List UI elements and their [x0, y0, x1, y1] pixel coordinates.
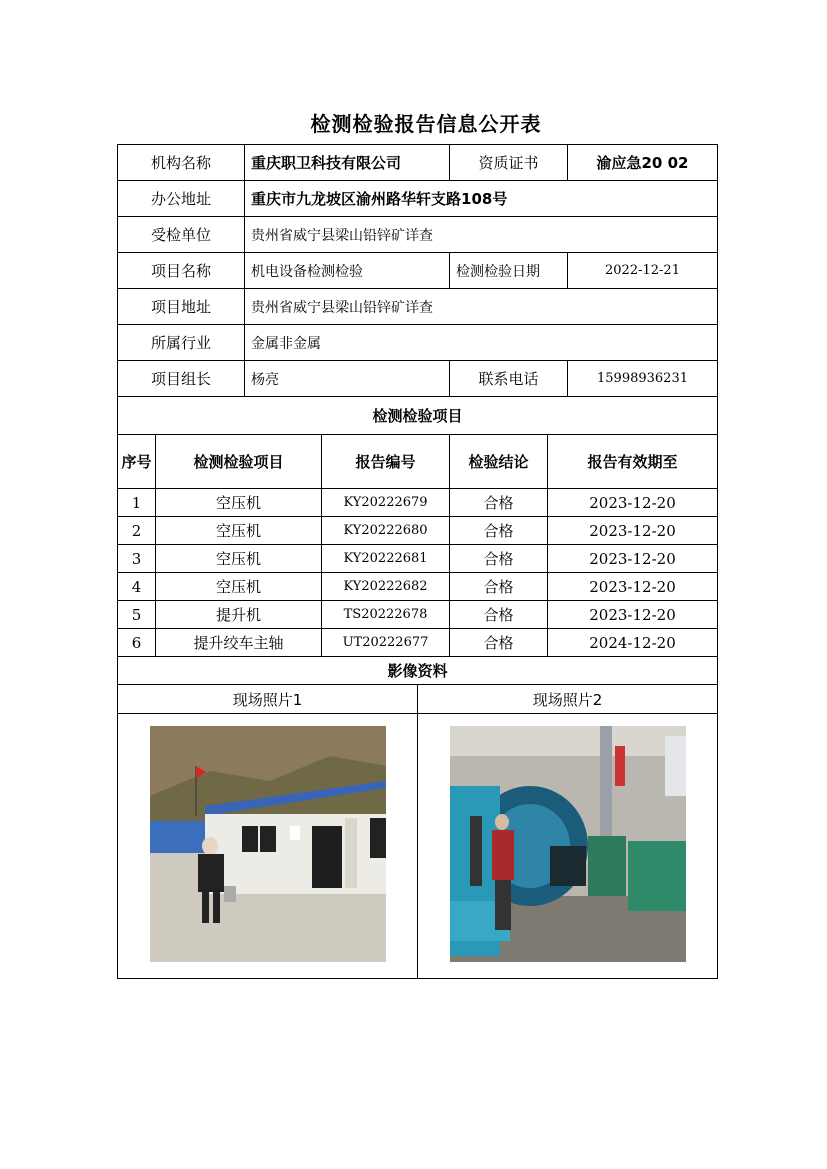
row-valid: 2023-12-20 — [548, 573, 718, 601]
leader-label: 项目组长 — [118, 361, 245, 397]
row-valid: 2024-12-20 — [548, 629, 718, 657]
phone-number: 15998936231 — [568, 361, 718, 397]
row-valid: 2023-12-20 — [548, 517, 718, 545]
row-no: 6 — [118, 629, 156, 657]
inspection-date: 2022-12-21 — [568, 253, 718, 289]
cert-label: 资质证书 — [450, 145, 568, 181]
row-result: 合格 — [450, 601, 548, 629]
client-label: 受检单位 — [118, 217, 245, 253]
header-report: 报告编号 — [322, 435, 450, 489]
address-label: 办公地址 — [118, 181, 245, 217]
inspection-date-label: 检测检验日期 — [450, 253, 568, 289]
office-address: 重庆市九龙坡区渝州路华轩支路108号 — [245, 181, 718, 217]
photos-table — [117, 684, 718, 979]
project-address-label: 项目地址 — [118, 289, 245, 325]
table-row — [118, 601, 718, 629]
org-name: 重庆职卫科技有限公司 — [245, 145, 450, 181]
header-item: 检测检验项目 — [156, 435, 322, 489]
header-result: 检验结论 — [450, 435, 548, 489]
org-name-label: 机构名称 — [118, 145, 245, 181]
cert-value: 渝应急20 02 — [568, 145, 718, 181]
items-section-title: 检测检验项目 — [118, 397, 718, 435]
row-report: UT20222677 — [322, 629, 450, 657]
report-form — [117, 144, 717, 979]
row-result: 合格 — [450, 573, 548, 601]
row-item: 空压机 — [156, 545, 322, 573]
row-report: KY20222682 — [322, 573, 450, 601]
row-no: 3 — [118, 545, 156, 573]
header-valid: 报告有效期至 — [548, 435, 718, 489]
items-body — [118, 489, 718, 657]
industry-label: 所属行业 — [118, 325, 245, 361]
site-photo-1 — [150, 726, 386, 962]
items-table — [117, 434, 718, 685]
row-report: KY20222680 — [322, 517, 450, 545]
header-no: 序号 — [118, 435, 156, 489]
project-address: 贵州省威宁县梁山铅锌矿详查 — [245, 289, 718, 325]
row-no: 4 — [118, 573, 156, 601]
leader-name: 杨亮 — [245, 361, 450, 397]
row-no: 5 — [118, 601, 156, 629]
project-name: 机电设备检测检验 — [245, 253, 450, 289]
row-item: 空压机 — [156, 517, 322, 545]
row-report: KY20222681 — [322, 545, 450, 573]
industry: 金属非金属 — [245, 325, 718, 361]
row-item: 提升机 — [156, 601, 322, 629]
row-result: 合格 — [450, 545, 548, 573]
phone-label: 联系电话 — [450, 361, 568, 397]
photo2-label: 现场照片2 — [418, 685, 718, 714]
site-photo-1-image — [150, 726, 386, 962]
row-valid: 2023-12-20 — [548, 545, 718, 573]
photo1-label: 现场照片1 — [118, 685, 418, 714]
table-row — [118, 517, 718, 545]
row-valid: 2023-12-20 — [548, 601, 718, 629]
project-name-label: 项目名称 — [118, 253, 245, 289]
row-report: KY20222679 — [322, 489, 450, 517]
row-report: TS20222678 — [322, 601, 450, 629]
page-title: 检测检验报告信息公开表 — [310, 112, 542, 136]
row-no: 1 — [118, 489, 156, 517]
row-item: 空压机 — [156, 573, 322, 601]
row-no: 2 — [118, 517, 156, 545]
row-result: 合格 — [450, 489, 548, 517]
client-name: 贵州省威宁县梁山铅锌矿详查 — [245, 217, 718, 253]
row-valid: 2023-12-20 — [548, 489, 718, 517]
site-photo-2 — [450, 726, 686, 962]
info-table — [117, 144, 718, 435]
row-result: 合格 — [450, 517, 548, 545]
photos-section-title: 影像资料 — [118, 657, 718, 685]
table-row — [118, 573, 718, 601]
table-row — [118, 629, 718, 657]
table-row — [118, 545, 718, 573]
row-item: 提升绞车主轴 — [156, 629, 322, 657]
site-photo-2-image — [450, 726, 686, 962]
table-row — [118, 489, 718, 517]
row-result: 合格 — [450, 629, 548, 657]
row-item: 空压机 — [156, 489, 322, 517]
